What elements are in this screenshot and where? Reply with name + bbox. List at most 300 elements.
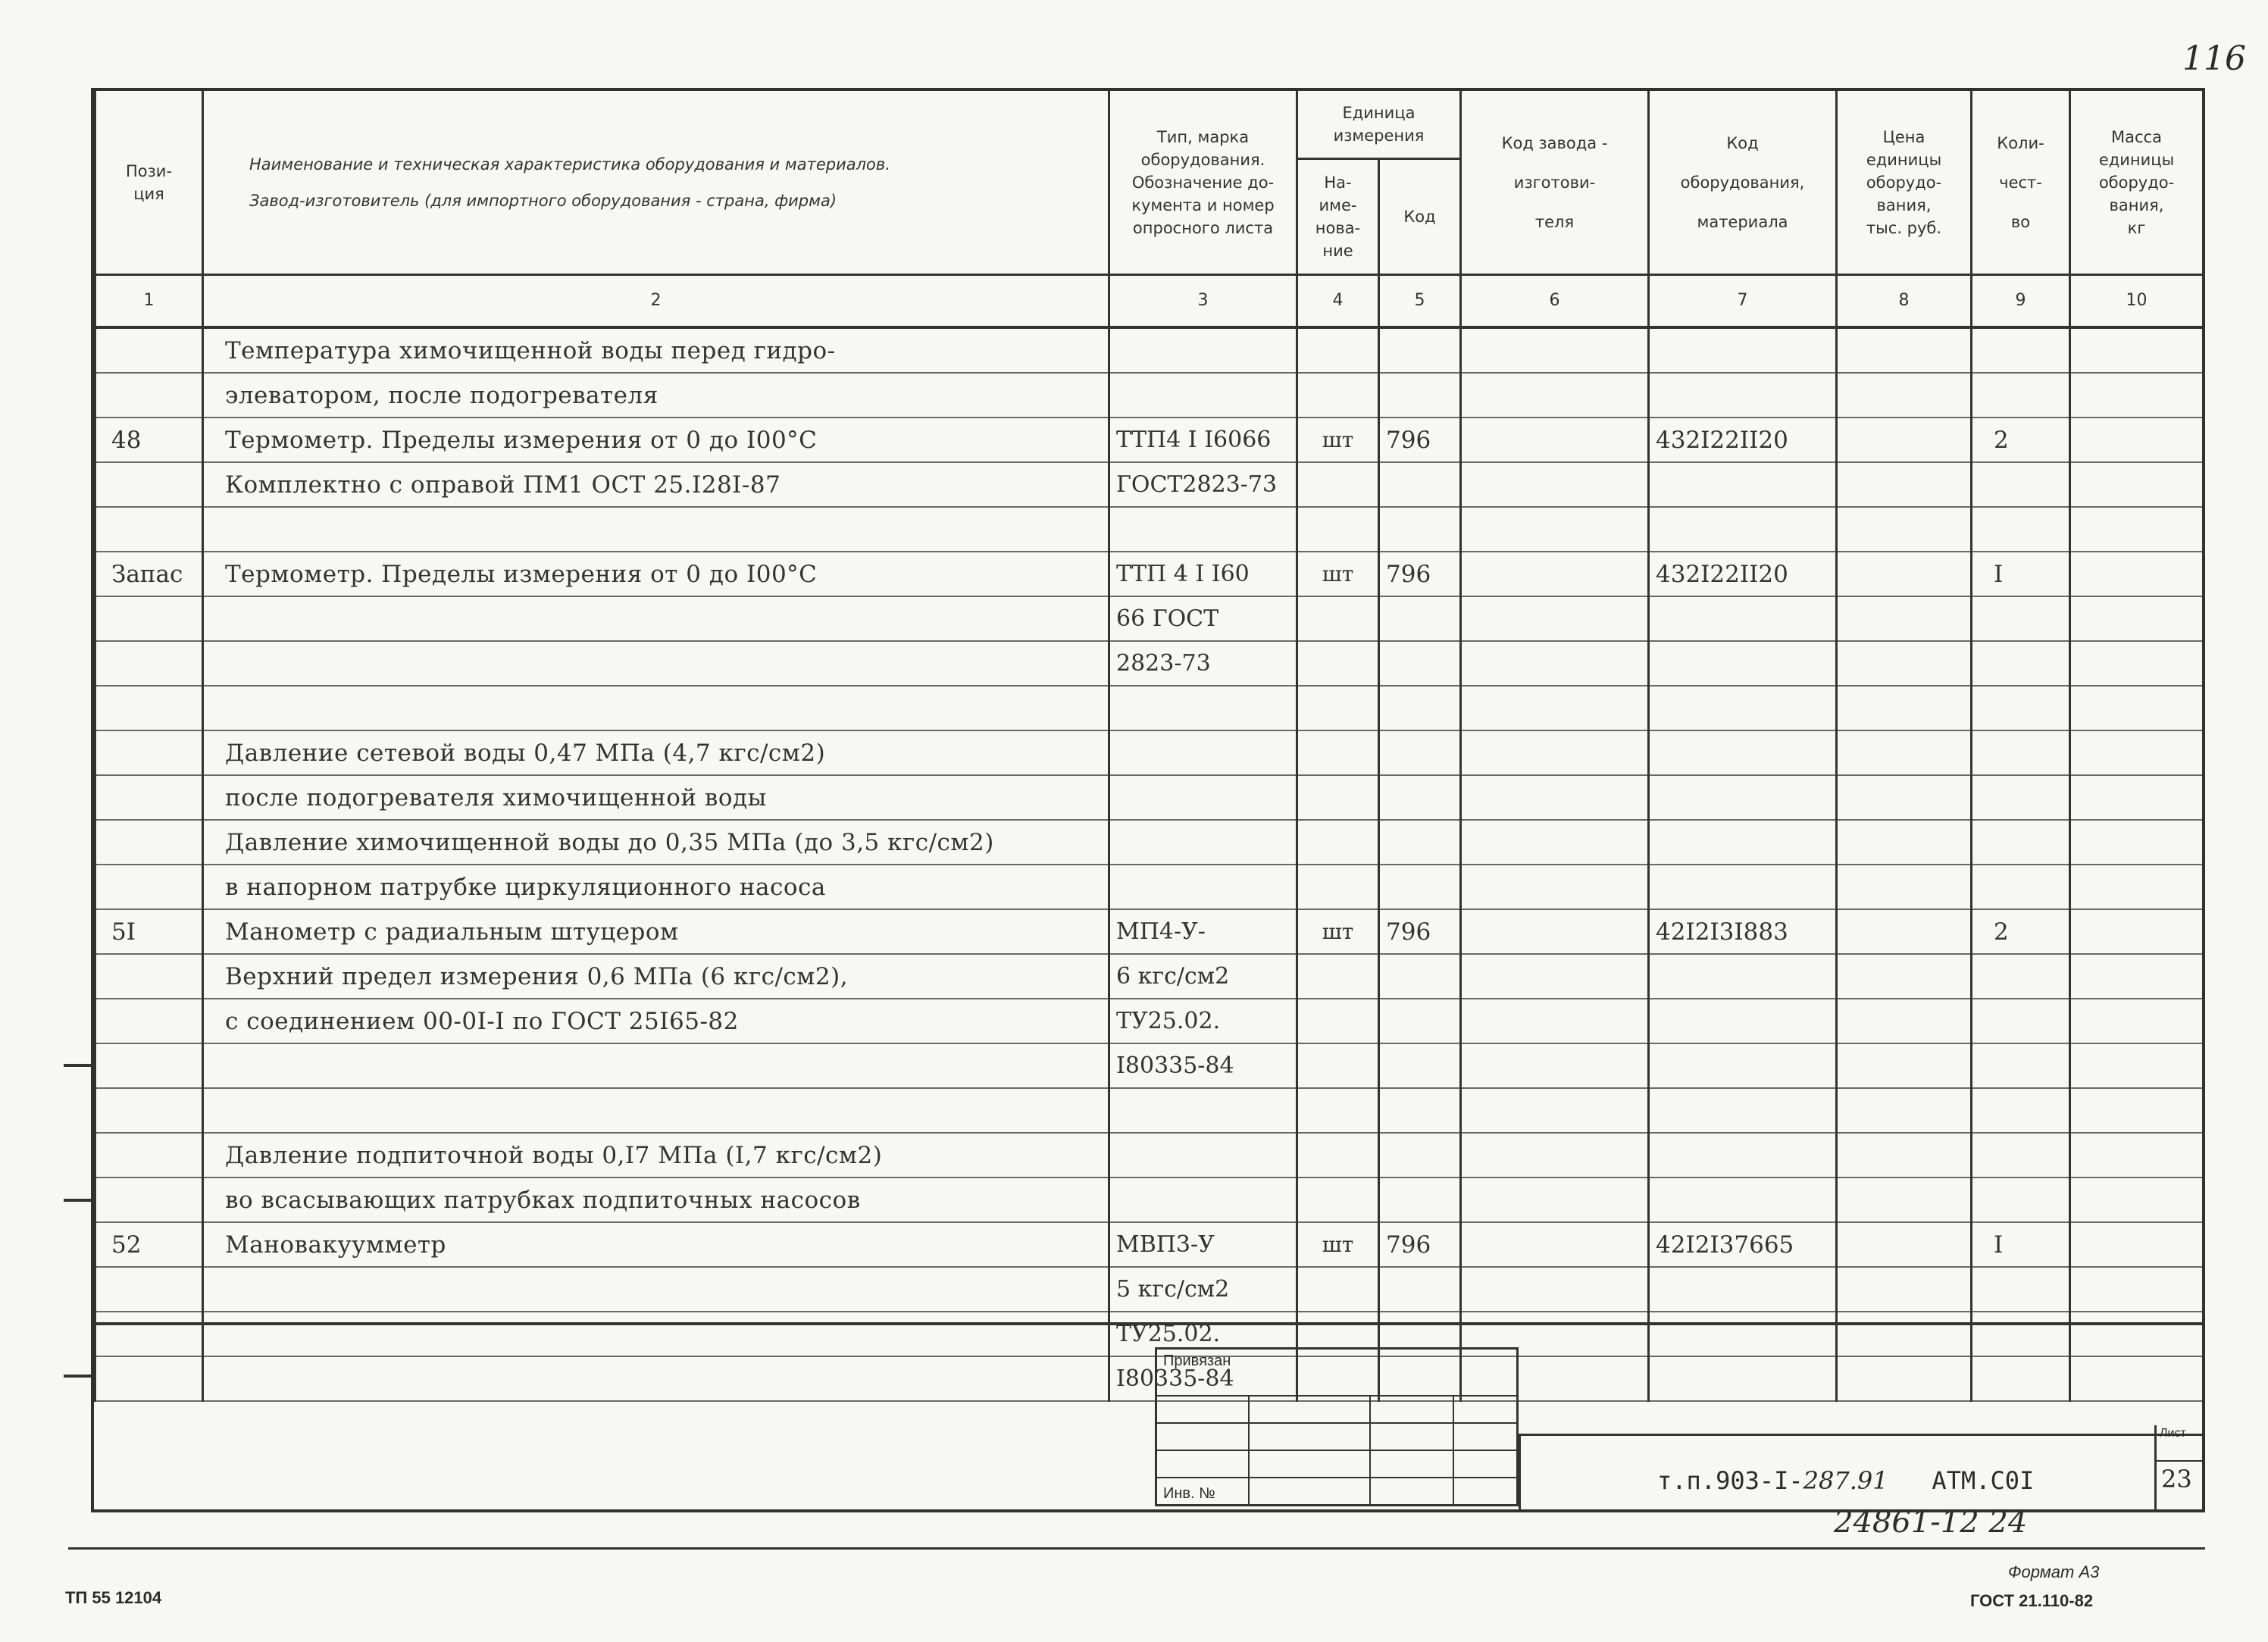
cell-position (95, 373, 203, 418)
cell-unit-code (1379, 686, 1461, 730)
cell-unit-code (1379, 1133, 1461, 1178)
cell-equipment-code: 42I2I37665 (1649, 1222, 1837, 1267)
cell-equipment-code (1649, 327, 1837, 373)
cell-mass (2070, 909, 2204, 954)
cell-type: ТУ25.02. (1109, 1312, 1297, 1356)
cell-unit-name (1297, 686, 1379, 730)
cell-quantity (1972, 1088, 2070, 1133)
cell-equipment-code (1649, 596, 1837, 641)
table-row (95, 999, 2204, 1043)
cell-quantity: 2 (1972, 418, 2070, 462)
cell-type: I80335-84 (1109, 1043, 1297, 1088)
table-row (95, 1356, 2204, 1401)
cell-position: 52 (95, 1222, 203, 1267)
column-number: 2 (203, 275, 1109, 328)
table-row (95, 1222, 2204, 1267)
cell-mass (2070, 686, 2204, 730)
cell-manufacturer-code (1461, 327, 1649, 373)
cell-equipment-code (1649, 730, 1837, 775)
cell-name (203, 507, 1109, 552)
inventory-number: 24861-12 24 (1834, 1505, 2028, 1540)
table-row (95, 1312, 2204, 1356)
cell-equipment-code: 432I22II20 (1649, 418, 1837, 462)
cell-unit-code (1379, 596, 1461, 641)
cell-name: Верхний предел измерения 0,6 МПа (6 кгс/см2), (203, 954, 1109, 999)
cell-price (1837, 999, 1972, 1043)
cell-unit-name (1297, 1178, 1379, 1222)
cell-manufacturer-code (1461, 909, 1649, 954)
cell-type: ТТП 4 I I60 (1109, 552, 1297, 596)
cell-manufacturer-code (1461, 775, 1649, 820)
cell-type (1109, 1178, 1297, 1222)
cell-type: МП4-У- (1109, 909, 1297, 954)
table-row (95, 954, 2204, 999)
cell-price (1837, 730, 1972, 775)
header-type: Тип, марка оборудования. Обозначение до- кумента и номер опросного листа (1109, 91, 1297, 275)
cell-equipment-code: 42I2I3I883 (1649, 909, 1837, 954)
table-row (95, 865, 2204, 909)
cell-quantity (1972, 327, 2070, 373)
cell-unit-name (1297, 641, 1379, 686)
cell-name (203, 1043, 1109, 1088)
cell-mass (2070, 1178, 2204, 1222)
cell-name: Термометр. Пределы измерения от 0 до I00°С (203, 552, 1109, 596)
cell-quantity (1972, 1267, 2070, 1312)
cell-price (1837, 775, 1972, 820)
cell-unit-code (1379, 462, 1461, 507)
cell-name: с соединением 00-0I-I по ГОСТ 25I65-82 (203, 999, 1109, 1043)
cell-quantity (1972, 865, 2070, 909)
cell-mass (2070, 1222, 2204, 1267)
table-row (95, 909, 2204, 954)
cell-name (203, 686, 1109, 730)
cell-manufacturer-code (1461, 730, 1649, 775)
cell-unit-name (1297, 596, 1379, 641)
cell-manufacturer-code (1461, 865, 1649, 909)
cell-unit-code (1379, 775, 1461, 820)
column-number: 4 (1297, 275, 1379, 328)
page-number-mark: 116 (2182, 39, 2246, 78)
cell-unit-name (1297, 1088, 1379, 1133)
cell-unit-name (1297, 865, 1379, 909)
cell-equipment-code (1649, 775, 1837, 820)
table-row (95, 1088, 2204, 1133)
column-number: 8 (1837, 275, 1972, 328)
cell-unit-code (1379, 1043, 1461, 1088)
cell-position (95, 865, 203, 909)
cell-type: ГОСТ2823-73 (1109, 462, 1297, 507)
header-unit-code: Код (1379, 159, 1461, 275)
cell-unit-code (1379, 999, 1461, 1043)
cell-type (1109, 730, 1297, 775)
cell-price (1837, 641, 1972, 686)
header-name: Наименование и техническая характеристика оборудования и материалов. Завод-изготовитель (для импортного оборудования - страна, фирма) (203, 91, 1109, 275)
header-equipment-code: Код оборудования, материала (1649, 91, 1837, 275)
cell-unit-name (1297, 327, 1379, 373)
cell-equipment-code (1649, 641, 1837, 686)
cell-unit-code (1379, 1088, 1461, 1133)
cell-equipment-code (1649, 954, 1837, 999)
cell-equipment-code (1649, 1178, 1837, 1222)
cell-manufacturer-code (1461, 1222, 1649, 1267)
cell-type: 5 кгс/см2 (1109, 1267, 1297, 1312)
header-price: Цена единицы оборудо- вания, тыс. руб. (1837, 91, 1972, 275)
cell-position (95, 686, 203, 730)
cell-quantity (1972, 775, 2070, 820)
cell-price (1837, 1133, 1972, 1178)
table-row (95, 596, 2204, 641)
cell-type (1109, 1088, 1297, 1133)
cell-manufacturer-code (1461, 954, 1649, 999)
cell-price (1837, 418, 1972, 462)
cell-quantity (1972, 507, 2070, 552)
cell-unit-code (1379, 1267, 1461, 1312)
cell-quantity: 2 (1972, 909, 2070, 954)
cell-quantity (1972, 820, 2070, 865)
cell-manufacturer-code (1461, 596, 1649, 641)
cell-equipment-code (1649, 1267, 1837, 1312)
cell-mass (2070, 327, 2204, 373)
cell-unit-code: 796 (1379, 1222, 1461, 1267)
cell-name (203, 596, 1109, 641)
table-row (95, 327, 2204, 373)
cell-quantity (1972, 373, 2070, 418)
table-row (95, 1133, 2204, 1178)
table-row (95, 507, 2204, 552)
cell-position (95, 999, 203, 1043)
cell-manufacturer-code (1461, 1178, 1649, 1222)
cell-price (1837, 1312, 1972, 1356)
table-row (95, 730, 2204, 775)
cell-manufacturer-code (1461, 1267, 1649, 1312)
cell-price (1837, 596, 1972, 641)
cell-equipment-code (1649, 462, 1837, 507)
cell-position (95, 775, 203, 820)
table-row (95, 1267, 2204, 1312)
cell-mass (2070, 954, 2204, 999)
cell-price (1837, 1178, 1972, 1222)
cell-equipment-code (1649, 820, 1837, 865)
specification-table (94, 91, 2204, 1402)
table-row (95, 641, 2204, 686)
sheet-label: Лист (2160, 1427, 2186, 1440)
cell-mass (2070, 865, 2204, 909)
cell-unit-code (1379, 1178, 1461, 1222)
format-label: Формат А3 (2008, 1562, 2100, 1581)
sheet-number-cell (2154, 1425, 2202, 1512)
cell-position (95, 954, 203, 999)
cell-equipment-code (1649, 1133, 1837, 1178)
margin-tick (64, 1064, 92, 1067)
cell-unit-code (1379, 373, 1461, 418)
cell-mass (2070, 1312, 2204, 1356)
cell-unit-name: шт (1297, 909, 1379, 954)
cell-price (1837, 865, 1972, 909)
cell-type: 6 кгс/см2 (1109, 954, 1297, 999)
header-unit-name: На- име- нова- ние (1297, 159, 1379, 275)
cell-mass (2070, 1133, 2204, 1178)
cell-position: 48 (95, 418, 203, 462)
cell-unit-code (1379, 954, 1461, 999)
cell-unit-name (1297, 507, 1379, 552)
margin-tick (64, 1375, 92, 1378)
cell-unit-code (1379, 507, 1461, 552)
cell-equipment-code (1649, 999, 1837, 1043)
document-code: т.п.903-I-287.91 АТМ.С0I (1657, 1466, 2035, 1495)
cell-quantity (1972, 1356, 2070, 1401)
cell-equipment-code: 432I22II20 (1649, 552, 1837, 596)
cell-unit-name (1297, 373, 1379, 418)
cell-name: Давление химочищенной воды до 0,35 МПа (до 3,5 кгс/см2) (203, 820, 1109, 865)
cell-type (1109, 373, 1297, 418)
margin-tick (64, 1199, 92, 1202)
cell-unit-code (1379, 327, 1461, 373)
cell-equipment-code (1649, 686, 1837, 730)
cell-position (95, 730, 203, 775)
header-position: Пози- ция (95, 91, 203, 275)
cell-quantity (1972, 641, 2070, 686)
cell-manufacturer-code (1461, 418, 1649, 462)
cell-manufacturer-code (1461, 507, 1649, 552)
cell-name: Давление сетевой воды 0,47 МПа (4,7 кгс/см2) (203, 730, 1109, 775)
cell-price (1837, 1356, 1972, 1401)
cell-position (95, 820, 203, 865)
cell-position: 5I (95, 909, 203, 954)
cell-price (1837, 686, 1972, 730)
cell-quantity (1972, 999, 2070, 1043)
cell-mass (2070, 596, 2204, 641)
cell-position (95, 1356, 203, 1401)
sheet-number: 23 (2161, 1465, 2192, 1493)
cell-name (203, 1267, 1109, 1312)
cell-type (1109, 820, 1297, 865)
cell-name: в напорном патрубке циркуляционного насоса (203, 865, 1109, 909)
cell-unit-code (1379, 820, 1461, 865)
cell-name (203, 641, 1109, 686)
cell-position (95, 1312, 203, 1356)
cell-type (1109, 686, 1297, 730)
table-row (95, 686, 2204, 730)
cell-unit-code (1379, 865, 1461, 909)
cell-unit-code: 796 (1379, 418, 1461, 462)
cell-position (95, 641, 203, 686)
cell-unit-name (1297, 775, 1379, 820)
cell-mass (2070, 820, 2204, 865)
cell-unit-name: шт (1297, 552, 1379, 596)
cell-name: после подогревателя химочищенной воды (203, 775, 1109, 820)
approval-label: Привязан (1163, 1353, 1231, 1369)
cell-unit-name (1297, 1267, 1379, 1312)
cell-mass (2070, 641, 2204, 686)
column-number: 3 (1109, 275, 1297, 328)
cell-position (95, 1267, 203, 1312)
cell-type (1109, 775, 1297, 820)
cell-price (1837, 1222, 1972, 1267)
column-number: 10 (2070, 275, 2204, 328)
cell-mass (2070, 507, 2204, 552)
cell-unit-code: 796 (1379, 552, 1461, 596)
cell-type: ТУ25.02. (1109, 999, 1297, 1043)
table-row (95, 462, 2204, 507)
cell-name (203, 1088, 1109, 1133)
column-number: 9 (1972, 275, 2070, 328)
cell-mass (2070, 462, 2204, 507)
specification-sheet (91, 88, 2205, 1512)
cell-unit-name (1297, 954, 1379, 999)
header-quantity: Коли- чест- во (1972, 91, 2070, 275)
cell-unit-name (1297, 999, 1379, 1043)
cell-name: Комплектно с оправой ПМ1 ОСТ 25.I28I-87 (203, 462, 1109, 507)
footer-code: ТП 55 12104 (65, 1588, 162, 1607)
column-number: 5 (1379, 275, 1461, 328)
cell-equipment-code (1649, 865, 1837, 909)
cell-quantity (1972, 1043, 2070, 1088)
cell-unit-name (1297, 1043, 1379, 1088)
cell-position (95, 1043, 203, 1088)
cell-quantity: I (1972, 552, 2070, 596)
cell-unit-name: шт (1297, 418, 1379, 462)
cell-manufacturer-code (1461, 373, 1649, 418)
cell-equipment-code (1649, 507, 1837, 552)
cell-name: элеватором, после подогревателя (203, 373, 1109, 418)
cell-equipment-code (1649, 1356, 1837, 1401)
header-unit-group: Единица измерения (1297, 91, 1461, 159)
cell-price (1837, 820, 1972, 865)
cell-mass (2070, 999, 2204, 1043)
cell-mass (2070, 373, 2204, 418)
cell-mass (2070, 1356, 2204, 1401)
cell-type: 2823-73 (1109, 641, 1297, 686)
header-manufacturer-code: Код завода - изготови- теля (1461, 91, 1649, 275)
cell-manufacturer-code (1461, 820, 1649, 865)
table-row (95, 552, 2204, 596)
cell-price (1837, 909, 1972, 954)
cell-manufacturer-code (1461, 686, 1649, 730)
cell-quantity (1972, 1178, 2070, 1222)
bottom-rule (68, 1547, 2205, 1550)
cell-mass (2070, 1267, 2204, 1312)
cell-price (1837, 507, 1972, 552)
cell-quantity (1972, 686, 2070, 730)
cell-type (1109, 507, 1297, 552)
cell-unit-name: шт (1297, 1222, 1379, 1267)
cell-mass (2070, 1088, 2204, 1133)
cell-unit-name (1297, 462, 1379, 507)
cell-position (95, 462, 203, 507)
cell-mass (2070, 775, 2204, 820)
table-row (95, 418, 2204, 462)
cell-position (95, 1133, 203, 1178)
cell-unit-code: 796 (1379, 909, 1461, 954)
cell-price (1837, 552, 1972, 596)
table-row (95, 820, 2204, 865)
cell-quantity (1972, 730, 2070, 775)
column-number: 6 (1461, 275, 1649, 328)
cell-quantity: I (1972, 1222, 2070, 1267)
cell-type: 66 ГОСТ (1109, 596, 1297, 641)
cell-name (203, 1356, 1109, 1401)
approval-block (1155, 1347, 1519, 1506)
cell-equipment-code (1649, 373, 1837, 418)
cell-type: I80335-84 (1109, 1356, 1297, 1401)
cell-price (1837, 1043, 1972, 1088)
table-row (95, 1178, 2204, 1222)
cell-manufacturer-code (1461, 462, 1649, 507)
cell-manufacturer-code (1461, 1088, 1649, 1133)
cell-unit-code (1379, 730, 1461, 775)
cell-price (1837, 954, 1972, 999)
cell-manufacturer-code (1461, 1043, 1649, 1088)
cell-name: Манометр с радиальным штуцером (203, 909, 1109, 954)
cell-position: Запас (95, 552, 203, 596)
cell-unit-code (1379, 641, 1461, 686)
inventory-label: Инв. № (1163, 1485, 1215, 1502)
column-number: 7 (1649, 275, 1837, 328)
cell-type (1109, 1133, 1297, 1178)
specification-rows (95, 327, 2204, 1401)
table-row (95, 373, 2204, 418)
cell-type: ТТП4 I I6066 (1109, 418, 1297, 462)
cell-position (95, 1178, 203, 1222)
document-designation-box (1519, 1427, 2202, 1509)
header-mass: Масса единицы оборудо- вания, кг (2070, 91, 2204, 275)
cell-unit-name (1297, 820, 1379, 865)
cell-price (1837, 462, 1972, 507)
cell-quantity (1972, 1312, 2070, 1356)
cell-name: во всасывающих патрубках подпиточных насосов (203, 1178, 1109, 1222)
cell-name (203, 1312, 1109, 1356)
cell-manufacturer-code (1461, 999, 1649, 1043)
gost-label: ГОСТ 21.110-82 (1970, 1591, 2094, 1610)
cell-position (95, 596, 203, 641)
cell-price (1837, 327, 1972, 373)
cell-price (1837, 1088, 1972, 1133)
cell-price (1837, 373, 1972, 418)
cell-equipment-code (1649, 1088, 1837, 1133)
cell-equipment-code (1649, 1312, 1837, 1356)
cell-unit-name (1297, 730, 1379, 775)
cell-type (1109, 865, 1297, 909)
cell-type (1109, 327, 1297, 373)
cell-position (95, 1088, 203, 1133)
cell-mass (2070, 418, 2204, 462)
cell-equipment-code (1649, 1043, 1837, 1088)
cell-quantity (1972, 462, 2070, 507)
cell-manufacturer-code (1461, 1133, 1649, 1178)
table-row (95, 1043, 2204, 1088)
column-number: 1 (95, 275, 203, 328)
cell-position (95, 507, 203, 552)
cell-mass (2070, 1043, 2204, 1088)
cell-position (95, 327, 203, 373)
table-row (95, 775, 2204, 820)
cell-mass (2070, 552, 2204, 596)
cell-manufacturer-code (1461, 641, 1649, 686)
cell-name: Давление подпиточной воды 0,I7 МПа (I,7 кгс/см2) (203, 1133, 1109, 1178)
cell-mass (2070, 730, 2204, 775)
cell-manufacturer-code (1461, 552, 1649, 596)
cell-name: Термометр. Пределы измерения от 0 до I00°С (203, 418, 1109, 462)
cell-name: Мановакуумметр (203, 1222, 1109, 1267)
stamp-divider (94, 1322, 2202, 1325)
cell-name: Температура химочищенной воды перед гидро- (203, 327, 1109, 373)
cell-price (1837, 1267, 1972, 1312)
cell-quantity (1972, 596, 2070, 641)
cell-quantity (1972, 1133, 2070, 1178)
cell-type: МВП3-У (1109, 1222, 1297, 1267)
cell-quantity (1972, 954, 2070, 999)
cell-unit-name (1297, 1133, 1379, 1178)
